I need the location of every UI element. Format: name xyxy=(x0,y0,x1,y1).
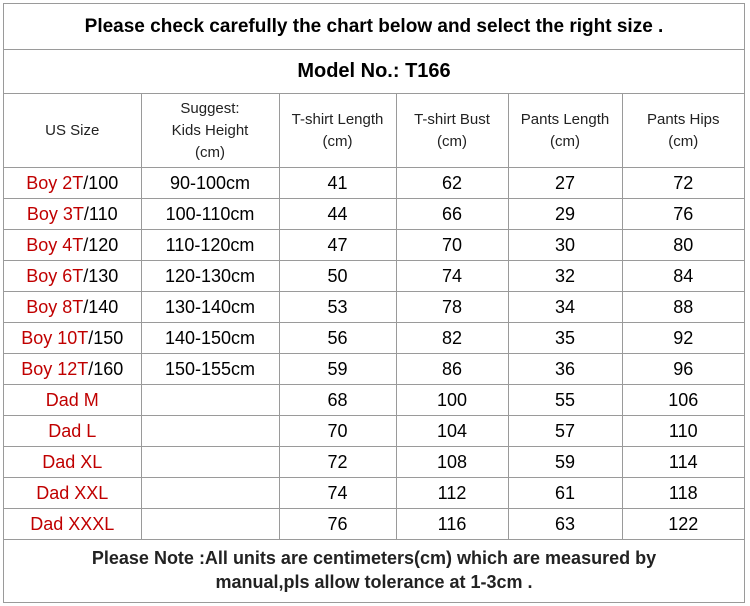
cell-tshirt-bust: 62 xyxy=(396,168,508,199)
size-rows xyxy=(4,168,744,540)
cell-kids-height: 100-110cm xyxy=(141,199,279,230)
cell-pants-hips: 80 xyxy=(622,230,744,261)
cell-kids-height: 150-155cm xyxy=(141,354,279,385)
cell-pants-length: 34 xyxy=(508,292,622,323)
size-height-code: /140 xyxy=(83,296,119,317)
header-tshirt-bust: T-shirt Bust (cm) xyxy=(396,94,508,168)
cell-us-size xyxy=(4,478,141,509)
cell-tshirt-bust: 78 xyxy=(396,292,508,323)
size-height-code: /150 xyxy=(88,327,124,348)
size-label: Boy 10T xyxy=(21,327,89,348)
table-row xyxy=(4,168,744,199)
size-label: Boy 4T xyxy=(26,234,84,255)
cell-tshirt-bust: 112 xyxy=(396,478,508,509)
table-row xyxy=(4,478,744,509)
size-label: Dad XXL xyxy=(36,482,109,503)
table-row xyxy=(4,292,744,323)
cell-kids-height: 110-120cm xyxy=(141,230,279,261)
size-label: Boy 8T xyxy=(26,296,84,317)
cell-pants-hips: 106 xyxy=(622,385,744,416)
table-row xyxy=(4,447,744,478)
cell-tshirt-bust: 104 xyxy=(396,416,508,447)
cell-pants-hips: 92 xyxy=(622,323,744,354)
cell-us-size xyxy=(4,168,141,199)
table-row xyxy=(4,385,744,416)
cell-kids-height xyxy=(141,509,279,540)
size-label: Dad L xyxy=(48,420,97,441)
cell-us-size xyxy=(4,385,141,416)
cell-pants-hips: 122 xyxy=(622,509,744,540)
cell-kids-height xyxy=(141,478,279,509)
cell-tshirt-bust: 70 xyxy=(396,230,508,261)
cell-us-size xyxy=(4,416,141,447)
table-header-row xyxy=(4,94,744,168)
cell-pants-length: 57 xyxy=(508,416,622,447)
cell-tshirt-length: 68 xyxy=(279,385,396,416)
cell-pants-hips: 72 xyxy=(622,168,744,199)
measurement-note: Please Note :All units are centimeters(cm) which are measured by manual,pls allow tolerance at 1-3cm . xyxy=(91,548,657,592)
cell-pants-hips: 118 xyxy=(622,478,744,509)
cell-tshirt-length: 76 xyxy=(279,509,396,540)
cell-tshirt-bust: 74 xyxy=(396,261,508,292)
size-height-code: /100 xyxy=(83,172,119,193)
cell-tshirt-length: 41 xyxy=(279,168,396,199)
table-row xyxy=(4,261,744,292)
cell-kids-height: 130-140cm xyxy=(141,292,279,323)
cell-kids-height xyxy=(141,416,279,447)
cell-us-size xyxy=(4,354,141,385)
cell-kids-height: 90-100cm xyxy=(141,168,279,199)
size-label: Dad M xyxy=(45,389,99,410)
cell-us-size xyxy=(4,199,141,230)
cell-pants-length: 27 xyxy=(508,168,622,199)
cell-pants-hips: 96 xyxy=(622,354,744,385)
cell-pants-length: 59 xyxy=(508,447,622,478)
size-table xyxy=(4,94,744,540)
size-chart xyxy=(3,3,745,603)
cell-us-size xyxy=(4,509,141,540)
cell-tshirt-bust: 82 xyxy=(396,323,508,354)
cell-kids-height: 120-130cm xyxy=(141,261,279,292)
size-height-code: /120 xyxy=(83,234,119,255)
size-label: Dad XXXL xyxy=(30,513,115,534)
cell-pants-hips: 76 xyxy=(622,199,744,230)
cell-tshirt-length: 56 xyxy=(279,323,396,354)
cell-us-size xyxy=(4,292,141,323)
cell-pants-length: 63 xyxy=(508,509,622,540)
cell-pants-length: 61 xyxy=(508,478,622,509)
size-label: Dad XL xyxy=(42,451,103,472)
cell-tshirt-bust: 116 xyxy=(396,509,508,540)
cell-pants-length: 32 xyxy=(508,261,622,292)
cell-tshirt-length: 44 xyxy=(279,199,396,230)
chart-instruction: Please check carefully the chart below and select the right size . xyxy=(4,4,744,50)
cell-pants-length: 30 xyxy=(508,230,622,261)
cell-pants-length: 29 xyxy=(508,199,622,230)
cell-pants-hips: 110 xyxy=(622,416,744,447)
cell-tshirt-bust: 86 xyxy=(396,354,508,385)
cell-us-size xyxy=(4,447,141,478)
cell-pants-length: 36 xyxy=(508,354,622,385)
table-row xyxy=(4,199,744,230)
cell-pants-hips: 88 xyxy=(622,292,744,323)
cell-tshirt-length: 53 xyxy=(279,292,396,323)
size-label: Boy 2T xyxy=(26,172,84,193)
cell-tshirt-length: 59 xyxy=(279,354,396,385)
model-number: Model No.: T166 xyxy=(4,50,744,94)
cell-tshirt-length: 50 xyxy=(279,261,396,292)
cell-tshirt-length: 72 xyxy=(279,447,396,478)
cell-tshirt-bust: 66 xyxy=(396,199,508,230)
cell-kids-height: 140-150cm xyxy=(141,323,279,354)
table-row xyxy=(4,509,744,540)
size-height-code: /110 xyxy=(83,203,118,224)
cell-tshirt-bust: 100 xyxy=(396,385,508,416)
cell-tshirt-length: 70 xyxy=(279,416,396,447)
table-row xyxy=(4,230,744,261)
cell-kids-height xyxy=(141,447,279,478)
cell-kids-height xyxy=(141,385,279,416)
cell-tshirt-length: 74 xyxy=(279,478,396,509)
header-pants-hips: Pants Hips (cm) xyxy=(622,94,744,168)
cell-pants-hips: 84 xyxy=(622,261,744,292)
header-kids-height: Suggest: Kids Height (cm) xyxy=(141,94,279,168)
table-row xyxy=(4,354,744,385)
cell-us-size xyxy=(4,261,141,292)
cell-tshirt-bust: 108 xyxy=(396,447,508,478)
cell-us-size xyxy=(4,230,141,261)
header-pants-length: Pants Length (cm) xyxy=(508,94,622,168)
size-height-code: /130 xyxy=(83,265,119,286)
table-row xyxy=(4,323,744,354)
cell-pants-hips: 114 xyxy=(622,447,744,478)
cell-tshirt-length: 47 xyxy=(279,230,396,261)
cell-pants-length: 35 xyxy=(508,323,622,354)
cell-us-size xyxy=(4,323,141,354)
size-label: Boy 6T xyxy=(26,265,84,286)
table-row xyxy=(4,416,744,447)
header-us-size: US Size xyxy=(4,94,141,168)
size-label: Boy 12T xyxy=(21,358,89,379)
size-height-code: /160 xyxy=(88,358,124,379)
cell-pants-length: 55 xyxy=(508,385,622,416)
header-tshirt-length: T-shirt Length (cm) xyxy=(279,94,396,168)
size-label: Boy 3T xyxy=(26,203,84,224)
